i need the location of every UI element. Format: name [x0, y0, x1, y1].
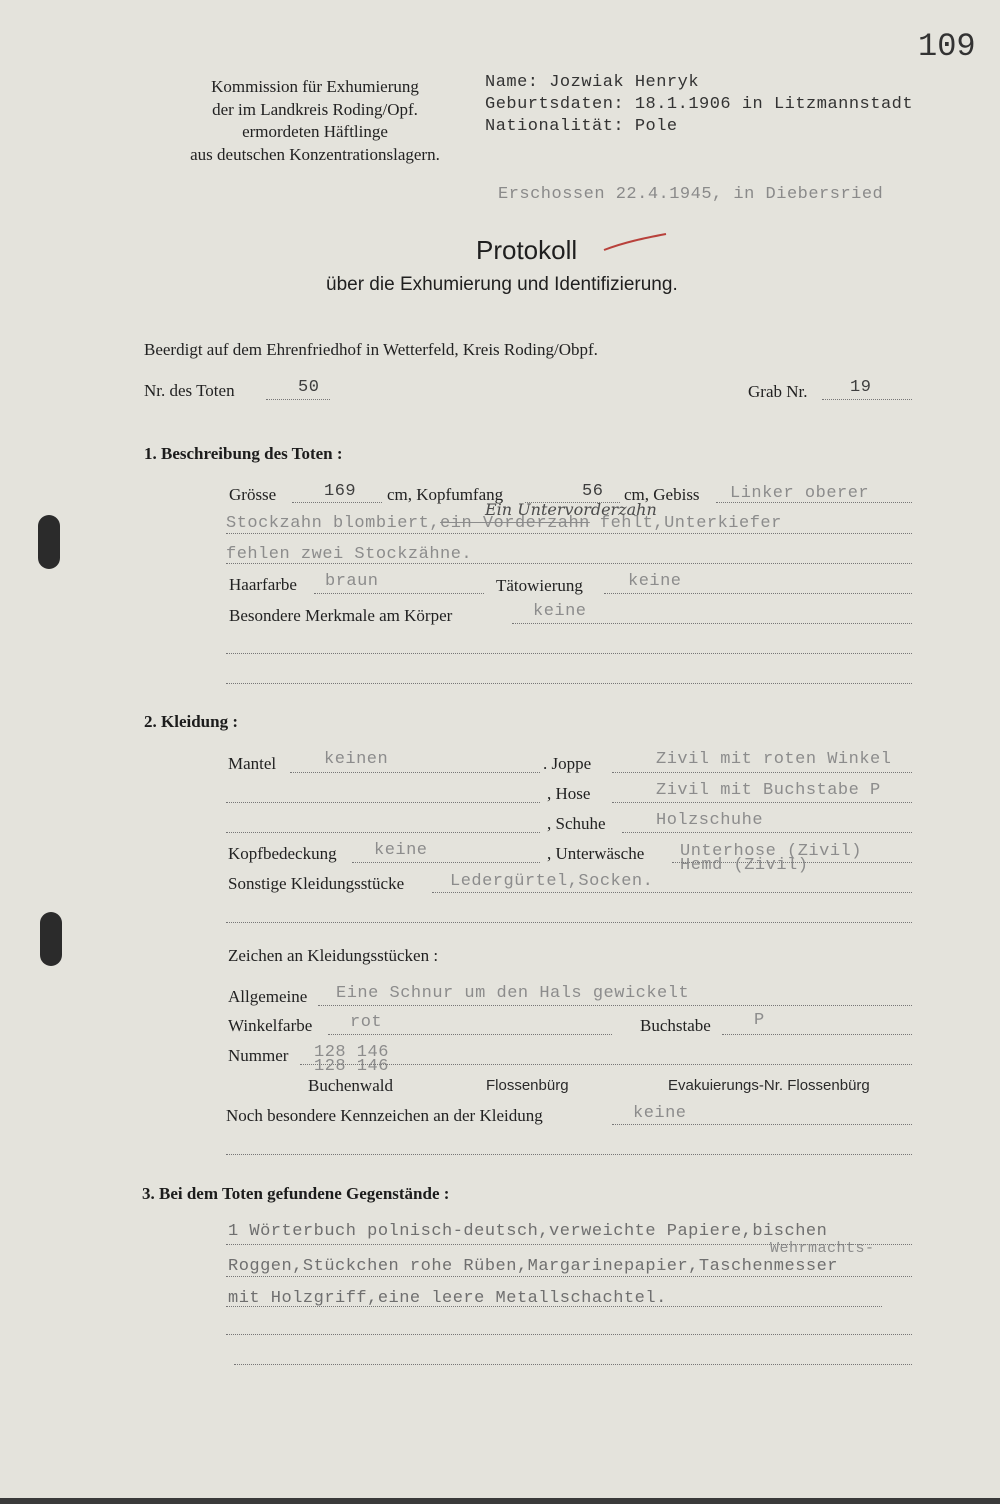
teeth-line-2 — [226, 514, 782, 533]
tattoo-line — [604, 593, 912, 594]
section-3-heading: 3. Bei dem Toten gefundene Gegenstände : — [142, 1184, 450, 1203]
commission-line-4: aus deutschen Konzentrationslagern. — [190, 144, 440, 164]
section-1-heading: 1. Beschreibung des Toten : — [144, 444, 343, 463]
tattoo-label: Tätowierung — [496, 576, 583, 595]
items-line-1: 1 Wörterbuch polnisch-deutsch,verweichte Papiere,bischen — [228, 1222, 828, 1241]
teeth-line-2a: Stockzahn blombiert, — [226, 514, 441, 533]
teeth-line-2b: ein Vorderzahn — [440, 514, 590, 533]
jacket-line — [612, 772, 912, 773]
grave-number-value: 19 — [850, 378, 872, 397]
shoes-label: , Schuhe — [547, 814, 606, 833]
letter-label: Buchstabe — [640, 1016, 711, 1035]
general-label: Allgemeine — [228, 987, 308, 1006]
coat-label: Mantel — [228, 754, 277, 773]
number-label: Nummer — [228, 1046, 289, 1065]
dead-number-value: 50 — [298, 378, 320, 397]
letter-value: P — [754, 1011, 765, 1030]
dead-number-label: Nr. des Toten — [144, 381, 235, 400]
headwear-line — [352, 862, 540, 863]
teeth-line-2c: fehlt,Unterkiefer — [599, 514, 782, 533]
special-marks-line — [612, 1124, 912, 1125]
head-value: 56 — [582, 482, 604, 501]
other-clothing-value: Ledergürtel,Socken. — [450, 872, 654, 891]
marks-line-2 — [226, 653, 912, 654]
size-value: 169 — [324, 482, 357, 501]
scan-bottom-edge — [0, 1498, 1000, 1504]
coat-line-3 — [226, 832, 540, 833]
trousers-line — [612, 802, 912, 803]
commission-line-1: Kommission für Exhumierung — [211, 77, 419, 96]
commission-line-3: ermordeten Häftlinge — [242, 122, 388, 141]
special-marks-label: Noch besondere Kennzeichen an der Kleidung — [226, 1106, 543, 1125]
shoes-line — [622, 832, 912, 833]
underwear-value-2: Hemd (Zivil) — [680, 856, 809, 875]
trousers-value: Zivil mit Buchstabe P — [656, 781, 881, 800]
teeth-handwritten: Ein Untervorderzahn — [485, 500, 657, 519]
hair-value: braun — [325, 572, 379, 591]
teeth-line-3-rule — [226, 563, 912, 564]
marks-label: Besondere Merkmale am Körper — [229, 606, 453, 625]
items-line-3-rule — [226, 1306, 882, 1307]
other-clothing-label: Sonstige Kleidungsstücke — [228, 874, 405, 893]
teeth-line-2-rule — [226, 533, 912, 534]
underwear-label: , Unterwäsche — [547, 844, 645, 863]
commission-line-2: der im Landkreis Roding/Opf. — [212, 99, 418, 119]
number-line — [300, 1064, 912, 1065]
clothing-marks-heading: Zeichen an Kleidungsstücken : — [228, 946, 439, 965]
binder-hole-top — [38, 515, 60, 569]
trousers-label: , Hose — [547, 784, 591, 803]
items-line-1-rule — [226, 1244, 912, 1245]
general-line — [318, 1005, 912, 1006]
items-line-2-rule — [226, 1276, 912, 1277]
grave-number-label: Grab Nr. — [748, 382, 808, 401]
jacket-label: . Joppe — [543, 754, 592, 773]
items-line-3: mit Holzgriff,eine leere Metallschachtel. — [228, 1289, 667, 1308]
other-clothing-line-2 — [226, 922, 912, 923]
items-line-2: Roggen,Stückchen rohe Rüben,Margarinepapier,Taschenmesser — [228, 1257, 838, 1276]
items-line-1-insert: Wehrmachts- — [770, 1240, 875, 1257]
coat-value: keinen — [324, 750, 389, 769]
burial-line: Beerdigt auf dem Ehrenfriedhof in Wetterfeld, Kreis Roding/Obpf. — [144, 340, 598, 359]
head-label: cm, Kopfumfang — [387, 485, 504, 504]
coat-line — [290, 772, 540, 773]
shoes-value: Holzschuhe — [656, 811, 764, 830]
special-marks-line-2 — [226, 1154, 912, 1155]
number-value-1: 128 146 — [314, 1043, 389, 1062]
teeth-line-1: Linker oberer — [730, 484, 870, 503]
identity-birth: Geburtsdaten: 18.1.1906 in Litzmannstadt — [485, 95, 914, 114]
identity-name: Name: Jozwiak Henryk — [485, 73, 700, 92]
special-marks-value: keine — [633, 1104, 687, 1123]
red-pencil-mark — [600, 232, 670, 256]
hair-line — [314, 593, 484, 594]
binder-hole-bottom — [40, 912, 62, 966]
items-line-4-rule — [226, 1334, 912, 1335]
identity-nationality: Nationalität: Pole — [485, 117, 678, 136]
section-2-heading: 2. Kleidung : — [144, 712, 238, 731]
commission-block — [150, 76, 480, 166]
other-clothing-line — [432, 892, 912, 893]
camp-buchenwald: Buchenwald — [308, 1076, 393, 1095]
hair-label: Haarfarbe — [229, 575, 297, 594]
page-number: 109 — [918, 28, 976, 65]
underwear-line — [672, 862, 912, 863]
identity-shot: Erschossen 22.4.1945, in Diebersried — [498, 185, 884, 204]
headwear-value: keine — [374, 841, 428, 860]
letter-line — [722, 1034, 912, 1035]
tattoo-value: keine — [628, 572, 682, 591]
dead-number-line — [266, 399, 330, 400]
jacket-value: Zivil mit roten Winkel — [656, 750, 892, 769]
marks-line — [512, 623, 912, 624]
camp-flossenburg: Flossenbürg — [486, 1077, 569, 1094]
underwear-value-1: Unterhose (Zivil) — [680, 842, 862, 861]
angle-label: Winkelfarbe — [228, 1016, 313, 1035]
general-value: Eine Schnur um den Hals gewickelt — [336, 984, 690, 1003]
teeth-label: cm, Gebiss — [624, 485, 700, 504]
grave-number-line — [822, 399, 912, 400]
page-subtitle: über die Exhumierung und Identifizierung. — [326, 274, 678, 295]
headwear-label: Kopfbedeckung — [228, 844, 337, 863]
items-line-5-rule — [234, 1364, 912, 1365]
angle-line — [328, 1034, 612, 1035]
angle-value: rot — [350, 1013, 383, 1032]
teeth-line-1-rule — [716, 502, 912, 503]
size-line — [292, 502, 382, 503]
coat-line-2 — [226, 802, 540, 803]
camp-evacuation: Evakuierungs-Nr. Flossenbürg — [668, 1077, 870, 1094]
identity-block — [485, 72, 913, 138]
page-title: Protokoll — [476, 235, 578, 265]
size-label: Grösse — [229, 485, 277, 504]
number-value-2: 128 146 — [314, 1057, 389, 1076]
teeth-line-3: fehlen zwei Stockzähne. — [226, 545, 473, 564]
marks-line-3 — [226, 683, 912, 684]
marks-value: keine — [533, 602, 587, 621]
